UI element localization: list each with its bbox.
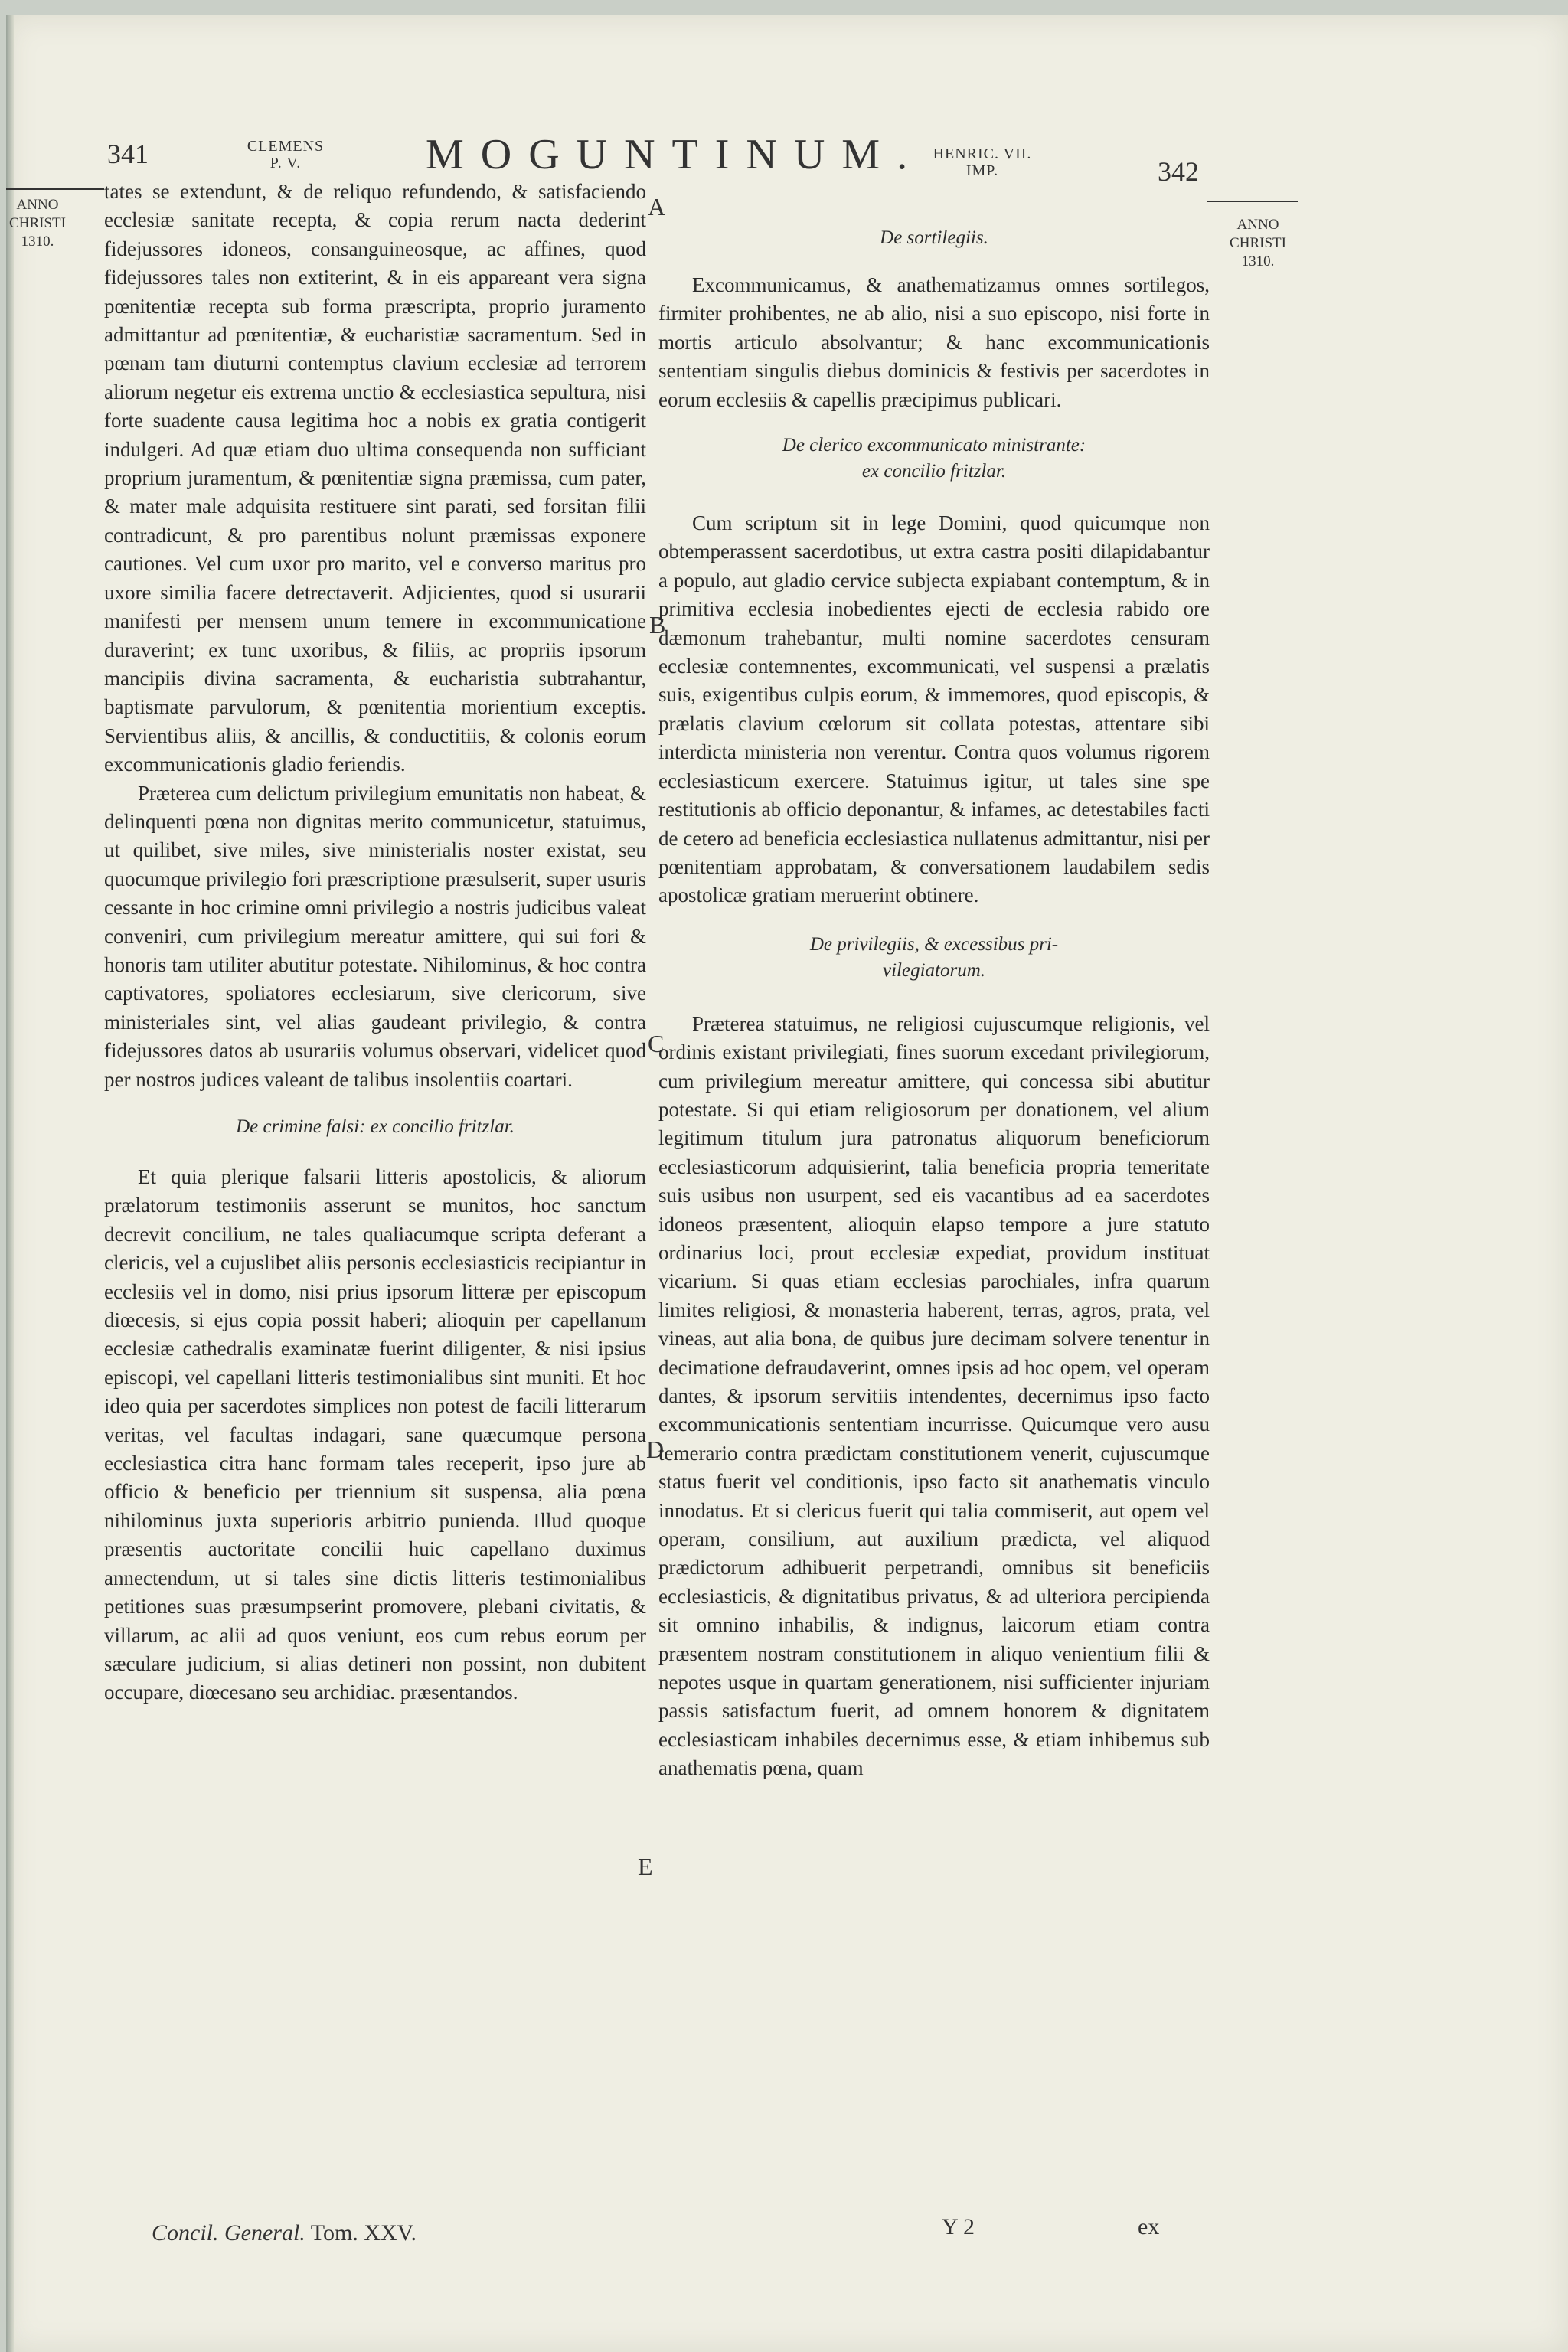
right-section-heading-2: [658, 433, 1210, 485]
book-page: [6, 15, 1568, 2352]
right-margin-line-2: CHRISTI: [1230, 235, 1286, 251]
right-margin-line-1: ANNO: [1236, 217, 1279, 233]
right-text-column: [658, 225, 1210, 1783]
page-title: MOGUNTINUM.: [426, 131, 925, 178]
right-section-heading-1: De sortilegiis.: [880, 227, 988, 248]
footer-catchword: ex: [1138, 2214, 1160, 2239]
left-margin-line-2: CHRISTI: [9, 215, 66, 231]
section-letter-c: C: [648, 1030, 665, 1057]
right-margin-year-note: [1216, 216, 1300, 271]
left-section-heading: De crimine falsi: ex concilio fritzlar.: [236, 1116, 514, 1137]
section-letter-e: E: [638, 1853, 653, 1880]
right-runner-line-2: IMP.: [965, 162, 999, 179]
section-letter-d: D: [646, 1436, 665, 1463]
right-runner-line-1: HENRIC. VII.: [933, 145, 1032, 162]
right-running-head: [929, 145, 1036, 179]
right-heading-3-line-2: vilegiatorum.: [882, 959, 985, 981]
right-paragraph-1: Excommunicamus, & anathematizamus omnes sortilegos, firmiter prohibentes, ne ab alio, nisi a suo episcopo, nisi forte in mortis articulo absolvantur; & hanc excommunicationis sententiam singulis diebus dominicis & festivis per sacerdotes in eorum ecclesiis & capellis præcipimus publicari.: [658, 273, 1210, 411]
left-text-column: [104, 178, 646, 1707]
section-letter-a: A: [648, 193, 666, 220]
right-heading-2-line-2: ex concilio fritzlar.: [861, 461, 1007, 482]
footer-signature-mark: Y 2: [942, 2214, 975, 2239]
right-paragraph-2: Cum scriptum sit in lege Domini, quod quicumque non obtemperassent sacerdotibus, ut extra castra positi dilapidabantur a populo, aut gladio cervice subjecta expiabant contemptum, & in primitiva ecclesia inobedientes ejecti de ecclesia rabido ore dæmonum trahebantur, multi nomine sacerdotes censuram ecclesiæ contemnentes, excommunicati, vel suspensi a prælatis suis, exigentibus culpis eorum, & immemores, quod episcopis, & prælatis clavium cœlorum sit collata potestas, attentare sibi interdicta ministeria non verentur. Contra quos volumus rigorem ecclesiasticum exercere. Statuimus igitur, ut tales sine spe restitutionis ab officio deponantur, & infames, ac detestabiles facti de cetero ad beneficia ecclesiastica nullatenus admittantur, nisi per pœnitentiam approbatam, & conversationem laudabilem sedis apostolicæ gratiam meruerint obtinere.: [658, 511, 1210, 907]
left-runner-line-1: CLEMENS: [247, 138, 325, 155]
right-page-number: 342: [1158, 156, 1199, 187]
right-margin-rule: [1207, 201, 1298, 202]
left-margin-year-note: [6, 196, 69, 251]
left-paragraph-3: Et quia plerique falsarii litteris apostolicis, & aliorum prælatorum testimoniis asserunt se munitos, hoc sanctum decrevit concilium, ne tales qualiacumque scripta deferant a clericis, vel a cujuslibet aliis personis ecclesiasticis recipiantur in ecclesiis vel in domo, nisi prius ipsorum litteræ per episcopum diœcesis, si ejus copia possit haberi; alioquin per capellanum ecclesiæ cathedralis examinatæ fuerint diligenter, & nisi ipsius episcopi, vel capellani litteris testimonialibus sint muniti. Et hoc ideo quia per sacerdotes simplices non potest de facili litterarum veritas, vel facultas indagari, sane quæcumque persona ecclesiastica citra hanc formam tales receperit, ipso jure ab officio & beneficio per triennium sit suspensa, alia pœna nihilominus juxta superioris arbitrio punienda. Illud quoque præsentis auctoritate concilii huic capellano duximus annectendum, ut si tales sine dictis litteris testimonialibus petitiones suas præsumpserint promovere, plebani civitatis, & villarum, ac alii ad quos veniunt, eos cum rebus eorum per sæculare judicium, si alias detineri non possint, non dubitent occupare, diœcesano seu archidiac. præsentandos.: [104, 1165, 646, 1704]
left-runner-line-2: P. V.: [270, 155, 302, 172]
left-margin-line-1: ANNO: [16, 197, 59, 213]
right-section-heading-3: [658, 932, 1210, 984]
page-binding-edge: [6, 15, 14, 2352]
left-paragraph-2: Præterea cum delictum privilegium emunitatis non habeat, & delinquenti pœna non dignitas merito communicetur, statuimus, ut quilibet, sive miles, sive ministerialis noster existat, seu quocumque privilegio fori præscriptione præsulserit, super usuris cessante in hoc crimine omni privilegio a nostris judicibus valeat conveniri, cum privilegium mereatur amittere, qui sui fori & honoris tam utiliter abutitur potestate. Nihilominus, & hoc contra captivatores, spoliatores ecclesiarum, sive clericorum, sive ministeriales sint, vel alias gaudeant privilegio, & contra fidejussores datos ab usurariis volumus observari, videlicet quod per nostros judices valeant de talibus insolentiis coartari.: [104, 781, 646, 1091]
left-page-number: 341: [107, 139, 149, 169]
right-heading-2-line-1: De clerico excommunicato ministrante:: [782, 435, 1086, 456]
footer-series-title: Concil. General.: [152, 2220, 305, 2246]
left-running-head: [236, 138, 335, 172]
right-heading-3-line-1: De privilegiis, & excessibus pri-: [809, 933, 1059, 955]
footer-volume-reference: [152, 2220, 416, 2246]
right-margin-line-3: 1310.: [1241, 253, 1275, 270]
section-letter-b: B: [649, 611, 666, 639]
left-margin-rule: [6, 188, 104, 190]
left-paragraph-1: tates se extendunt, & de reliquo refundendo, & satisfaciendo ecclesiæ sanitate recepta, & copia rerum nacta dederint fidejussores idoneos, consanguineosque, ac affines, quod fidejussores tales non extiterint, & in eis appareant vera signa pœnitentiæ recepta sub forma præscripta, proprio juramento admittantur ad pœnitentiæ, & eucharistiæ sacramentum. Sed in pœnam tam diuturni contemptus clavium ecclesiæ ad terrorem aliorum negetur eis extrema unctio & ecclesiastica sepultura, nisi forte suadente causa legitima hoc a nobis ex gratia contigerit indulgeri. Ad quæ etiam duo ultima consequenda non sufficiant proprium juramentum, & pœnitentiæ signa præmissa, cum pater, & mater male adquisita restituere sint parati, sed forsitan filii contradicunt, & pro parentibus nolunt præmissas exponere cautiones. Vel cum uxor pro marito, vel e converso maritus pro uxore similia facere detrectaverit. Adjicientes, quod si usurarii manifesti per mensem unum temere in excommunicatione duraverint; ex tunc uxoribus, & filiis, ac propriis ipsorum mancipiis divina sacramenta, & eucharistia subtrahantur, baptismate parvulorum, & pœnitentia morientium exceptis. Servientibus aliis, & ancillis, & conductitiis, & colonis eorum excommunicationis gladio feriendis.: [104, 180, 646, 776]
footer-volume: Tom. XXV.: [310, 2220, 416, 2246]
right-paragraph-3: Præterea statuimus, ne religiosi cujuscumque religionis, vel ordinis existant privilegiati, fines suorum excedant privilegiorum, cum privilegium mereatur amittere, qui concessa sibi abutitur potestate. Si qui etiam religiosorum per donationem, vel alium legitimum titulum jura patronatus aliquorum beneficiorum ecclesiasticorum adquisierint, talia beneficia propria temeritate suis usibus non usurpent, sed eis vacantibus ad ea sacerdotes idoneos præsentent, alioquin elapso tempore a jure statuto ordinarius loci, prout ecclesiæ expediat, providum instituat vicarium. Si quas etiam ecclesias parochiales, infra quarum limites religiosi, & monasteria haberent, terras, agros, prata, vel vineas, aut alia bona, de quibus jure decimam solvere tenentur in decimatione defraudaverint, omnes ipsis ad hoc opem, vel operam dantes, & ipsorum servitiis intendentes, decernimus ipso facto excommunicationis sententiam incurrisse. Quicumque vero ausu temerario contra prædictam constitutionem venerit, cujuscumque status fuerit vel conditionis, ipso facto sit anathematis vinculo innodatus. Et si clericus fuerit qui talia commiserit, aut opem vel operam, consilium, aut auxilium prædicta, vel aliquod prædictorum adhibuerit perpetrandi, omnibus sit beneficiis ecclesiasticis, & dignitatibus privatus, & ad ulteriora percipienda sit omnino inhabilis, & indignus, laicorum etiam contra præsentem nostram constitutionem in aliquo venientium filii & nepotes usque in quartam generationem, nisi sufficienter injuriam passis satisfactum fuerit, ad omnem honorem & dignitatem ecclesiasticam inhabiles decernimus esse, & etiam inhibemus sub anathematis pœna, quam: [658, 1011, 1210, 1780]
left-margin-line-3: 1310.: [21, 234, 54, 250]
